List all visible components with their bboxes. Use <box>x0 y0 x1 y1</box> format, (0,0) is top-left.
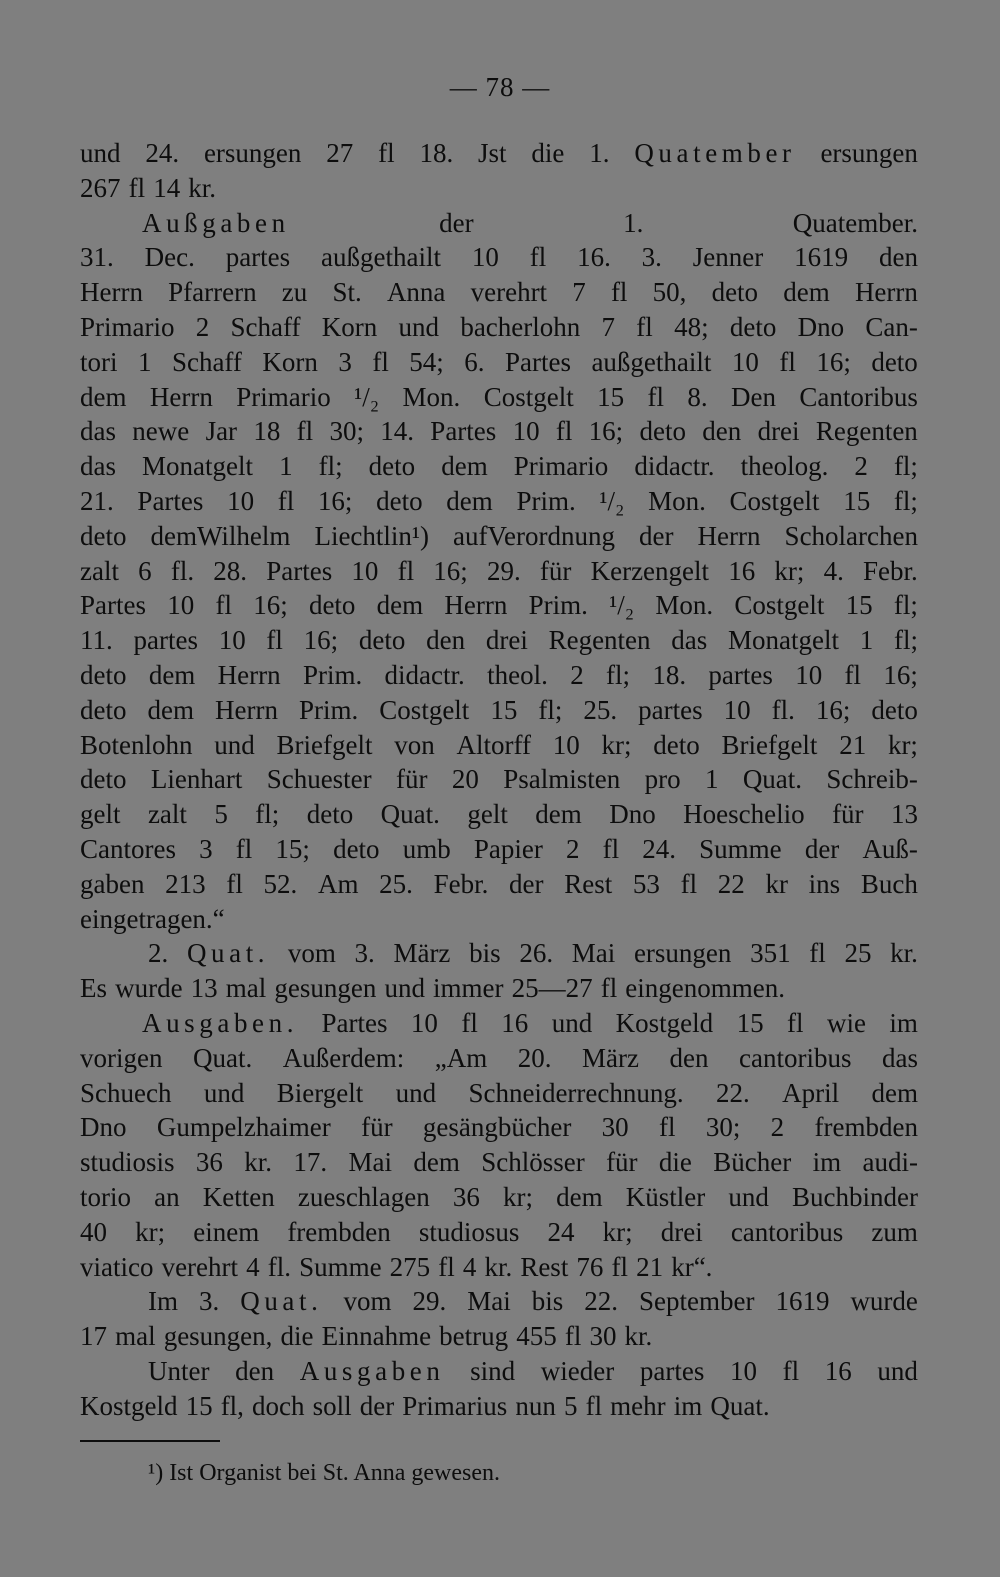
text-line: Primario 2 Schaff Korn und bacherlohn 7 fl 48; deto Dno Can- <box>80 311 918 342</box>
text-line: das Monatgelt 1 fl; deto dem Primario didactr. theolog. 2 fl; <box>80 451 918 482</box>
footnote: ¹) Ist Organist bei St. Anna gewesen. <box>148 1460 501 1486</box>
text-line: 21. Partes 10 fl 16; deto dem Prim. ¹/₂ Mon. Costgelt 15 fl; <box>80 485 918 516</box>
text-line: viatico verehrt 4 fl. Summe 275 fl 4 kr. Rest 76 fl 21 kr“. <box>80 1251 713 1282</box>
text-line: Im 3. Quat. vom 29. Mai bis 22. September 1619 wurde <box>148 1286 918 1317</box>
body-text <box>80 136 918 1423</box>
text-line: deto Lienhart Schuester für 20 Psalmisten pro 1 Quat. Schreib- <box>80 764 918 795</box>
page-number: — 78 — <box>449 72 551 102</box>
text-line: gaben 213 fl 52. Am 25. Febr. der Rest 53 fl 22 kr ins Buch <box>80 868 918 899</box>
text-line: 31. Dec. partes außgethailt 10 fl 16. 3. Jenner 1619 den <box>80 242 918 273</box>
text-line: Außgaben der 1. Quatember. <box>142 207 918 238</box>
text-line: und 24. ersungen 27 fl 18. Jst die 1. Quatember ersungen <box>80 138 918 168</box>
text-line: tori 1 Schaff Korn 3 fl 54; 6. Partes außgethailt 10 fl 16; deto <box>80 346 918 377</box>
text-line: gelt zalt 5 fl; deto Quat. gelt dem Dno Hoeschelio für 13 <box>80 799 918 830</box>
text-line: Ausgaben. Partes 10 fl 16 und Kostgeld 15 fl wie im <box>142 1007 918 1038</box>
text-line: Unter den Ausgaben sind wieder partes 10 fl 16 und <box>148 1355 918 1386</box>
text-line: deto dem Herrn Prim. didactr. theol. 2 fl; 18. partes 10 fl 16; <box>80 659 918 690</box>
text-line: studiosis 36 kr. 17. Mai dem Schlösser für die Bücher im audi- <box>80 1147 918 1178</box>
text-line: Kostgeld 15 fl, doch soll der Primarius nun 5 fl mehr im Quat. <box>80 1390 770 1421</box>
text-line: 2. Quat. vom 3. März bis 26. Mai ersungen 351 fl 25 kr. <box>148 938 918 969</box>
text-line: Partes 10 fl 16; deto dem Herrn Prim. ¹/₂ Mon. Costgelt 15 fl; <box>80 590 918 621</box>
text-line: das newe Jar 18 fl 30; 14. Partes 10 fl 16; deto den drei Regenten <box>80 416 918 447</box>
text-line: Botenlohn und Briefgelt von Altorff 10 kr; deto Briefgelt 21 kr; <box>80 729 918 760</box>
text-line: 267 fl 14 kr. <box>80 172 217 203</box>
text-line: 40 kr; einem frembden studiosus 24 kr; drei cantoribus zum <box>80 1216 918 1247</box>
text-line: deto dem Herrn Prim. Costgelt 15 fl; 25. partes 10 fl. 16; deto <box>80 694 918 725</box>
text-line: Schuech und Biergelt und Schneiderrechnung. 22. April dem <box>80 1077 918 1108</box>
text-line: vorigen Quat. Außerdem: „Am 20. März den cantoribus das <box>80 1042 918 1073</box>
text-line: zalt 6 fl. 28. Partes 10 fl 16; 29. für Kerzengelt 16 kr; 4. Febr. <box>80 555 918 586</box>
text-line: Cantores 3 fl 15; deto umb Papier 2 fl 24. Summe der Auß- <box>80 833 918 864</box>
text-line: deto demWilhelm Liechtlin¹) aufVerordnung der Herrn Scholarchen <box>80 520 918 551</box>
text-line: dem Herrn Primario ¹/₂ Mon. Costgelt 15 fl 8. Den Cantoribus <box>80 381 918 412</box>
text-line: 17 mal gesungen, die Einnahme betrug 455 fl 30 kr. <box>80 1321 653 1352</box>
text-line: Herrn Pfarrern zu St. Anna verehrt 7 fl 50, deto dem Herrn <box>80 277 918 308</box>
text-line: eingetragen.“ <box>80 903 225 934</box>
footnote-divider <box>80 1440 220 1442</box>
text-line: Es wurde 13 mal gesungen und immer 25—27 fl eingenommen. <box>80 973 786 1004</box>
text-line: torio an Ketten zueschlagen 36 kr; dem Küstler und Buchbinder <box>80 1181 918 1212</box>
text-line: 11. partes 10 fl 16; deto den drei Regenten das Monatgelt 1 fl; <box>80 625 918 656</box>
text-line: Dno Gumpelzhaimer für gesängbücher 30 fl 30; 2 frembden <box>80 1112 918 1143</box>
